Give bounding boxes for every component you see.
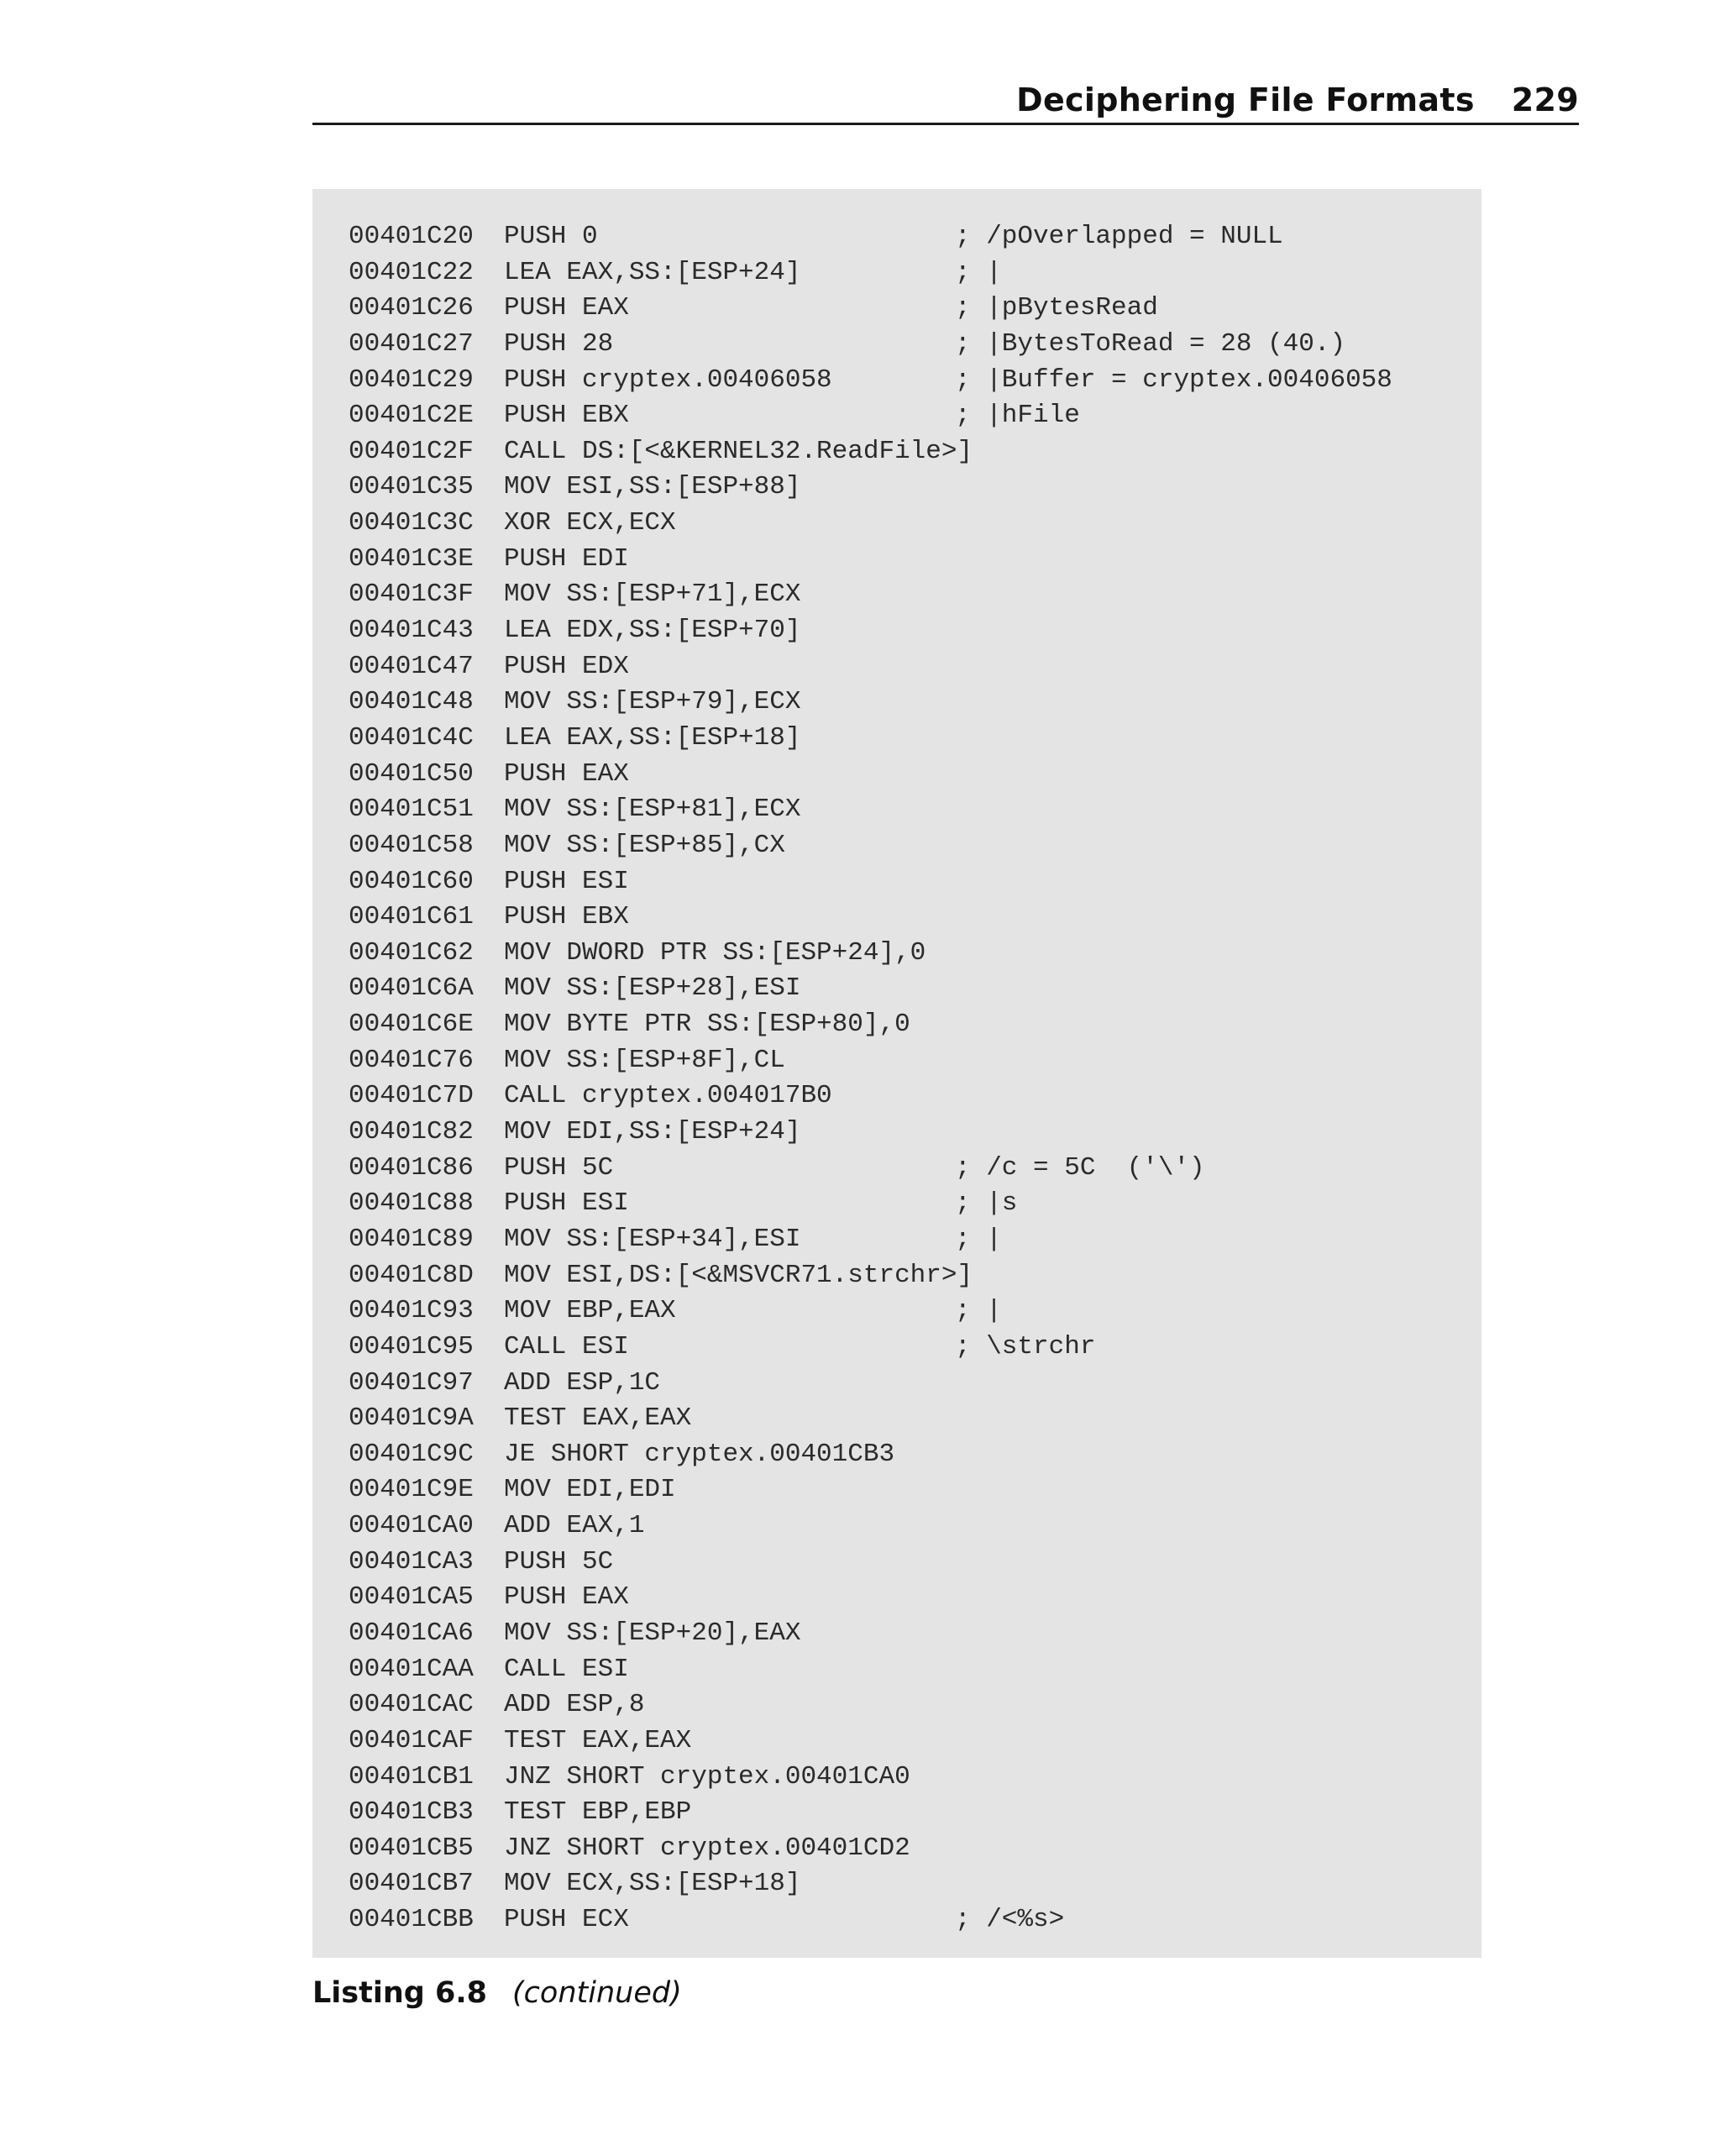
code-address: 00401C43 [349, 616, 474, 646]
code-instruction: PUSH EBX [504, 902, 629, 932]
code-address: 00401C29 [349, 365, 474, 395]
code-address: 00401C9C [349, 1439, 474, 1469]
code-address: 00401C8D [349, 1260, 474, 1290]
code-instruction: LEA EAX,SS:[ESP+18] [504, 722, 801, 753]
code-address: 00401C50 [349, 758, 474, 789]
code-instruction: PUSH EDX [504, 651, 629, 681]
code-address: 00401C9E [349, 1475, 474, 1505]
code-instruction: JE SHORT cryptex.00401CB3 [504, 1439, 895, 1469]
listing-label: Listing 6.8 [312, 1976, 488, 2010]
code-instruction: MOV SS:[ESP+79],ECX [504, 687, 801, 717]
code-address: 00401CAF [349, 1725, 474, 1755]
code-instruction: MOV SS:[ESP+8F],CL [504, 1045, 785, 1075]
code-instruction: MOV SS:[ESP+20],EAX [504, 1618, 801, 1648]
code-address: 00401C3E [349, 543, 474, 574]
code-instruction: TEST EBP,EBP [504, 1797, 692, 1828]
code-address: 00401C60 [349, 866, 474, 896]
code-address: 00401CB3 [349, 1797, 474, 1828]
code-address: 00401C62 [349, 937, 474, 968]
code-instruction: MOV ESI,DS:[<&MSVCR71.strchr>] [504, 1260, 973, 1290]
chapter-title: Deciphering File Formats [1016, 81, 1475, 118]
code-address: 00401C58 [349, 830, 474, 860]
code-comment: ; |Buffer = cryptex.00406058 [955, 365, 1392, 395]
code-instruction: LEA EAX,SS:[ESP+24] [504, 257, 801, 287]
code-instruction: ADD ESP,8 [504, 1690, 645, 1720]
code-address: 00401C51 [349, 795, 474, 825]
code-instruction: PUSH 5C [504, 1546, 614, 1576]
running-head [312, 77, 1579, 125]
code-address: 00401C47 [349, 651, 474, 681]
code-address: 00401C89 [349, 1224, 474, 1254]
code-address: 00401C86 [349, 1152, 474, 1183]
code-address: 00401C9A [349, 1403, 474, 1434]
listing-note: (continued) [512, 1976, 682, 2010]
code-instruction: CALL cryptex.004017B0 [504, 1081, 832, 1111]
code-instruction: MOV DWORD PTR SS:[ESP+24],0 [504, 937, 926, 968]
code-instruction: PUSH EBX [504, 401, 629, 431]
code-instruction: LEA EDX,SS:[ESP+70] [504, 616, 801, 646]
code-address: 00401C6A [349, 973, 474, 1004]
code-instruction: MOV EBP,EAX [504, 1296, 676, 1326]
code-comment: ; |pBytesRead [955, 293, 1158, 323]
code-comment: ; \strchr [955, 1331, 1096, 1361]
code-address: 00401C3F [349, 580, 474, 610]
code-instruction: PUSH 0 [504, 222, 598, 251]
code-address: 00401C61 [349, 902, 474, 932]
code-instruction: PUSH EAX [504, 758, 629, 789]
code-instruction: MOV SS:[ESP+28],ESI [504, 973, 801, 1004]
code-instruction: MOV SS:[ESP+71],ECX [504, 580, 801, 610]
code-instruction: MOV BYTE PTR SS:[ESP+80],0 [504, 1010, 910, 1040]
code-address: 00401C93 [349, 1296, 474, 1326]
code-instruction: MOV SS:[ESP+85],CX [504, 830, 785, 860]
code-instruction: PUSH EAX [504, 293, 629, 323]
code-address: 00401C3C [349, 508, 474, 538]
code-address: 00401CA3 [349, 1546, 474, 1576]
page-number: 229 [1511, 81, 1579, 118]
code-instruction: MOV EDI,EDI [504, 1475, 676, 1505]
code-instruction: PUSH EDI [504, 543, 629, 574]
code-comment: ; /c = 5C ('\') [955, 1152, 1205, 1183]
code-comment: ; | [955, 1296, 1002, 1326]
code-address: 00401C22 [349, 257, 474, 287]
code-comment: ; | [955, 1224, 1002, 1254]
code-instruction: TEST EAX,EAX [504, 1403, 692, 1434]
code-address: 00401CAA [349, 1654, 474, 1684]
code-instruction: ADD ESP,1C [504, 1367, 661, 1398]
code-comment: ; |BytesToRead = 28 (40.) [955, 328, 1346, 359]
code-instruction: XOR ECX,ECX [504, 508, 676, 538]
code-comment: ; |hFile [955, 401, 1080, 431]
code-address: 00401CAC [349, 1690, 474, 1720]
code-address: 00401C2E [349, 401, 474, 431]
code-address: 00401C35 [349, 472, 474, 502]
code-instruction: MOV SS:[ESP+34],ESI [504, 1224, 801, 1254]
code-listing [312, 189, 1481, 1958]
code-instruction: MOV SS:[ESP+81],ECX [504, 795, 801, 825]
code-instruction: PUSH ECX [504, 1905, 629, 1935]
code-address: 00401C82 [349, 1117, 474, 1147]
code-address: 00401CB1 [349, 1761, 474, 1791]
code-address: 00401CA0 [349, 1511, 474, 1541]
code-address: 00401C27 [349, 328, 474, 359]
code-instruction: PUSH ESI [504, 1188, 629, 1219]
code-instruction: CALL ESI [504, 1654, 629, 1684]
code-comment: ; |s [955, 1188, 1018, 1219]
code-comment: ; /<%s> [955, 1905, 1065, 1935]
code-instruction: MOV ESI,SS:[ESP+88] [504, 472, 801, 502]
code-comment: ; /pOverlapped = NULL [955, 222, 1283, 251]
code-instruction: PUSH ESI [504, 866, 629, 896]
code-instruction: PUSH cryptex.00406058 [504, 365, 832, 395]
code-instruction: ADD EAX,1 [504, 1511, 645, 1541]
code-address: 00401C2F [349, 436, 474, 466]
code-comment: ; | [955, 257, 1002, 287]
code-instruction: MOV ECX,SS:[ESP+18] [504, 1869, 801, 1899]
code-address: 00401C20 [349, 222, 474, 251]
listing-caption [312, 1972, 682, 2014]
code-instruction: PUSH EAX [504, 1582, 629, 1613]
code-instruction: PUSH 28 [504, 328, 614, 359]
code-address: 00401CB7 [349, 1869, 474, 1899]
code-address: 00401C88 [349, 1188, 474, 1219]
code-instruction: CALL ESI [504, 1331, 629, 1361]
code-instruction: CALL DS:[<&KERNEL32.ReadFile>] [504, 436, 973, 466]
code-instruction: TEST EAX,EAX [504, 1725, 692, 1755]
code-address: 00401CA6 [349, 1618, 474, 1648]
code-address: 00401C4C [349, 722, 474, 753]
code-address: 00401CBB [349, 1905, 474, 1935]
code-instruction: PUSH 5C [504, 1152, 614, 1183]
code-address: 00401C95 [349, 1331, 474, 1361]
code-address: 00401C7D [349, 1081, 474, 1111]
code-address: 00401C48 [349, 687, 474, 717]
code-address: 00401C76 [349, 1045, 474, 1075]
code-address: 00401CA5 [349, 1582, 474, 1613]
code-address: 00401CB5 [349, 1833, 474, 1863]
code-instruction: JNZ SHORT cryptex.00401CD2 [504, 1833, 910, 1863]
code-instruction: MOV EDI,SS:[ESP+24] [504, 1117, 801, 1147]
code-address: 00401C97 [349, 1367, 474, 1398]
code-address: 00401C26 [349, 293, 474, 323]
code-address: 00401C6E [349, 1010, 474, 1040]
code-instruction: JNZ SHORT cryptex.00401CA0 [504, 1761, 910, 1791]
